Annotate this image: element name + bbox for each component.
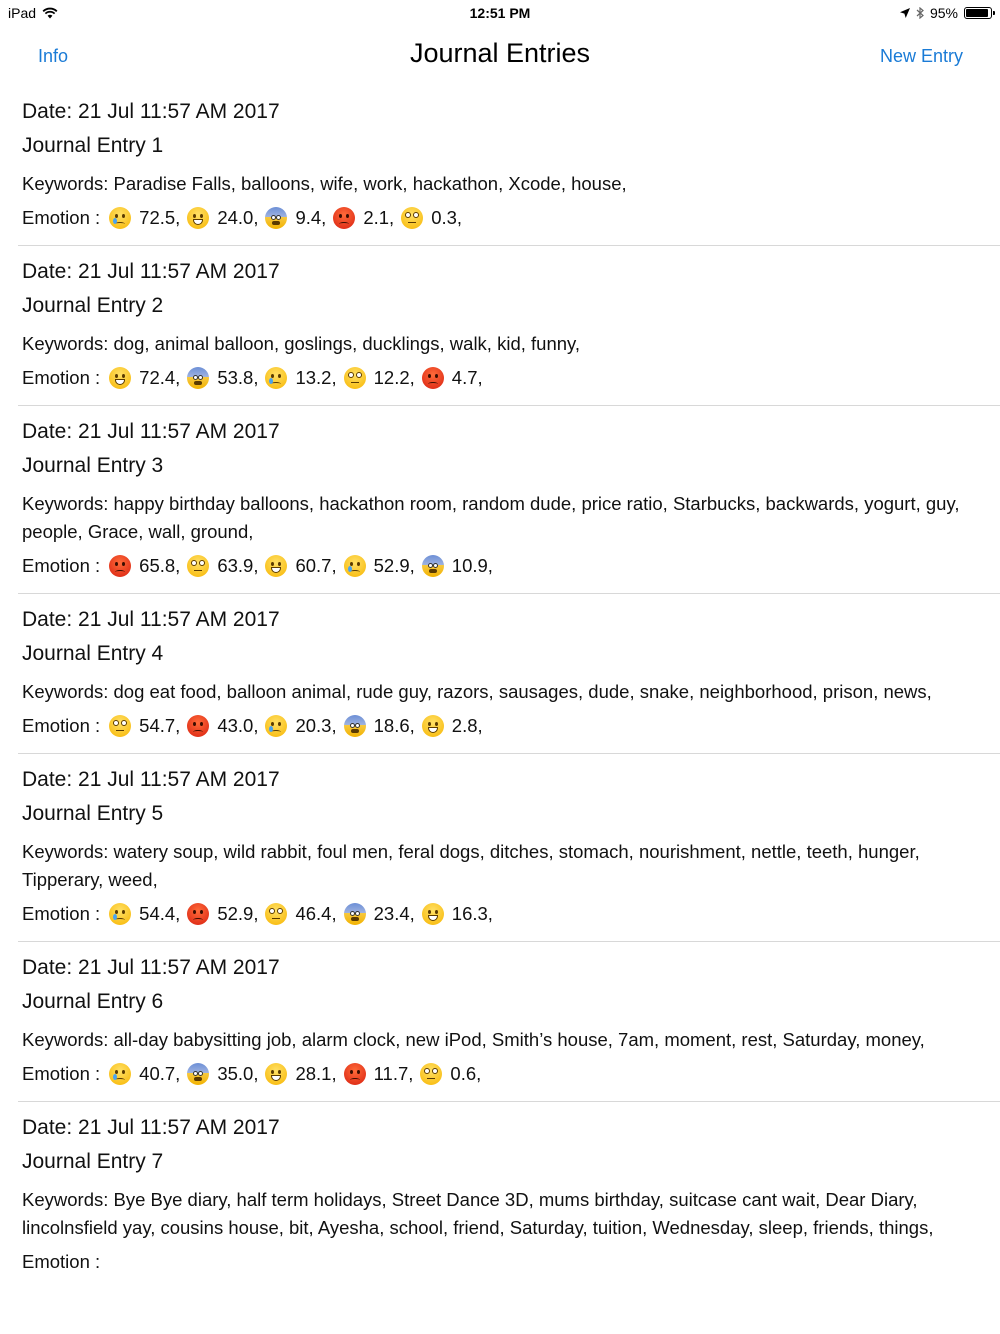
disgust-face-icon [109,715,131,737]
emotion-score [186,552,258,580]
emotion-score [400,204,462,232]
entry-emotions [22,546,960,580]
joy-face-icon [265,1063,287,1085]
emotion-value: 52.9, [373,555,415,576]
emotion-value: 46.4, [295,903,337,924]
emotion-value: 23.4, [373,903,415,924]
journal-entry-row[interactable] [0,1102,1000,1276]
anger-face-icon [344,1063,366,1085]
emotion-score [108,204,180,232]
fear-face-icon [187,367,209,389]
emotion-score [264,364,336,392]
emotion-value: 35.0, [217,1063,259,1084]
status-time: 12:51 PM [469,5,531,21]
joy-face-icon [265,555,287,577]
entry-title: Journal Entry 1 [22,134,164,157]
emotion-score [419,1060,481,1088]
emotion-score [421,712,483,740]
navigation-bar [0,26,1000,86]
bluetooth-icon [916,7,924,19]
journal-entry-row[interactable] [0,246,1000,406]
emotion-value: 11.7, [373,1063,414,1084]
sad-face-icon [109,1063,131,1085]
battery-icon [964,7,992,19]
battery-fill [966,9,988,17]
emotion-value: 72.4, [139,367,181,388]
emotion-value: 0.3, [431,207,463,228]
emotion-label: Emotion : [22,207,101,228]
joy-face-icon [187,207,209,229]
fear-face-icon [344,903,366,925]
joy-face-icon [422,903,444,925]
entry-title: Journal Entry 3 [22,454,164,477]
joy-face-icon [109,367,131,389]
entry-title: Journal Entry 6 [22,990,164,1013]
emotion-score [343,364,415,392]
emotion-value: 65.8, [139,555,181,576]
emotion-score [264,900,336,928]
emotion-score [421,900,493,928]
entry-title: Journal Entry 7 [22,1150,164,1173]
entry-keywords: Keywords: dog, animal balloon, goslings, ducklings, walk, kid, funny, [22,333,581,354]
emotion-score [108,712,180,740]
emotion-score [264,552,336,580]
emotion-label: Emotion : [22,367,101,388]
journal-entry-row[interactable] [0,594,1000,754]
disgust-face-icon [187,555,209,577]
emotion-score [108,1060,180,1088]
emotion-value: 54.4, [139,903,181,924]
emotion-score [343,1060,414,1088]
sad-face-icon [265,367,287,389]
entry-keywords: Keywords: all-day babysitting job, alarm clock, new iPod, Smith’s house, 7am, moment, rest, Saturday, money, [22,1029,925,1050]
emotion-score [264,712,336,740]
emotion-score [264,1060,336,1088]
entry-emotions [22,198,960,232]
entry-keywords: Keywords: dog eat food, balloon animal, rude guy, razors, sausages, dude, snake, neighborhood, prison, news, [22,681,932,702]
disgust-face-icon [265,903,287,925]
emotion-label: Emotion : [22,1063,101,1084]
emotion-value: 16.3, [451,903,493,924]
anger-face-icon [187,903,209,925]
fear-face-icon [265,207,287,229]
journal-entry-list [0,86,1000,1276]
emotion-value: 9.4, [295,207,327,228]
entry-date: Date: 21 Jul 11:57 AM 2017 [22,608,280,631]
info-button[interactable]: Info [38,46,69,66]
entry-date: Date: 21 Jul 11:57 AM 2017 [22,100,280,123]
emotion-label: Emotion : [22,1251,101,1272]
journal-entry-row[interactable] [0,754,1000,942]
emotion-value: 52.9, [217,903,259,924]
emotion-score [186,712,258,740]
emotion-value: 13.2, [295,367,337,388]
emotion-value: 24.0, [217,207,259,228]
emotion-value: 12.2, [373,367,415,388]
emotion-score [186,364,258,392]
entry-keywords: Keywords: Bye Bye diary, half term holidays, Street Dance 3D, mums birthday, suitcase cant wait, Dear Diary, lincolnsfield yay, cousins house, bit, Ayesha, school, friend, Saturday, tuition, Wednesday, sleep, friends, things, [22,1189,934,1238]
emotion-score [108,900,180,928]
fear-face-icon [344,715,366,737]
fear-face-icon [422,555,444,577]
disgust-face-icon [401,207,423,229]
entry-date: Date: 21 Jul 11:57 AM 2017 [22,260,280,283]
emotion-score [264,204,326,232]
entry-title: Journal Entry 2 [22,294,164,317]
emotion-label: Emotion : [22,715,101,736]
sad-face-icon [109,207,131,229]
emotion-score [108,552,180,580]
entry-emotions [22,1054,960,1088]
anger-face-icon [333,207,355,229]
emotion-value: 28.1, [295,1063,337,1084]
emotion-score [186,1060,258,1088]
emotion-score [343,552,415,580]
emotion-value: 20.3, [295,715,337,736]
emotion-value: 53.8, [217,367,259,388]
anger-face-icon [422,367,444,389]
emotion-score [343,712,415,740]
status-bar [0,0,1000,26]
location-arrow-icon [900,8,910,18]
page-title: Journal Entries [409,38,591,68]
emotion-value: 2.1, [363,207,395,228]
emotion-label: Emotion : [22,555,101,576]
entry-emotions [22,358,960,392]
emotion-score [186,204,258,232]
emotion-score [343,900,415,928]
emotion-value: 4.7, [451,367,483,388]
fear-face-icon [187,1063,209,1085]
entry-keywords: Keywords: happy birthday balloons, hackathon room, random dude, price ratio, Starbucks, backwards, yogurt, guy, people, Grace, wall, ground, [22,493,960,542]
status-right [900,5,992,21]
emotion-value: 2.8, [451,715,483,736]
entry-emotions [22,706,960,740]
emotion-value: 72.5, [139,207,181,228]
journal-entry-row[interactable] [0,86,1000,246]
emotion-score [108,364,180,392]
entry-date: Date: 21 Jul 11:57 AM 2017 [22,1116,280,1139]
entry-title: Journal Entry 4 [22,642,164,665]
entry-title: Journal Entry 5 [22,802,164,825]
emotion-value: 18.6, [373,715,415,736]
disgust-face-icon [344,367,366,389]
emotion-value: 60.7, [295,555,337,576]
emotion-score [421,364,483,392]
entry-date: Date: 21 Jul 11:57 AM 2017 [22,768,280,791]
battery-percent: 95% [929,5,958,21]
entry-date: Date: 21 Jul 11:57 AM 2017 [22,420,280,443]
emotion-label: Emotion : [22,903,101,924]
anger-face-icon [187,715,209,737]
emotion-value: 54.7, [139,715,181,736]
emotion-score [332,204,394,232]
disgust-face-icon [420,1063,442,1085]
sad-face-icon [344,555,366,577]
emotion-value: 43.0, [217,715,259,736]
device-name: iPad [8,5,37,21]
entry-emotions [22,1242,960,1276]
anger-face-icon [109,555,131,577]
emotion-value: 40.7, [139,1063,181,1084]
emotion-score [186,900,258,928]
new-entry-button[interactable]: New Entry [879,46,963,66]
emotion-score [421,552,493,580]
emotion-value: 63.9, [217,555,259,576]
joy-face-icon [422,715,444,737]
sad-face-icon [265,715,287,737]
entry-date: Date: 21 Jul 11:57 AM 2017 [22,956,280,979]
emotion-value: 10.9, [451,555,493,576]
entry-keywords: Keywords: Paradise Falls, balloons, wife, work, hackathon, Xcode, house, [22,173,627,194]
journal-entry-row[interactable] [0,406,1000,594]
entry-emotions [22,894,960,928]
emotion-value: 0.6, [450,1063,482,1084]
entry-keywords: Keywords: watery soup, wild rabbit, foul men, feral dogs, ditches, stomach, nourishment, nettle, teeth, hunger, Tipperary, weed, [22,841,920,890]
journal-entry-row[interactable] [0,942,1000,1102]
sad-face-icon [109,903,131,925]
